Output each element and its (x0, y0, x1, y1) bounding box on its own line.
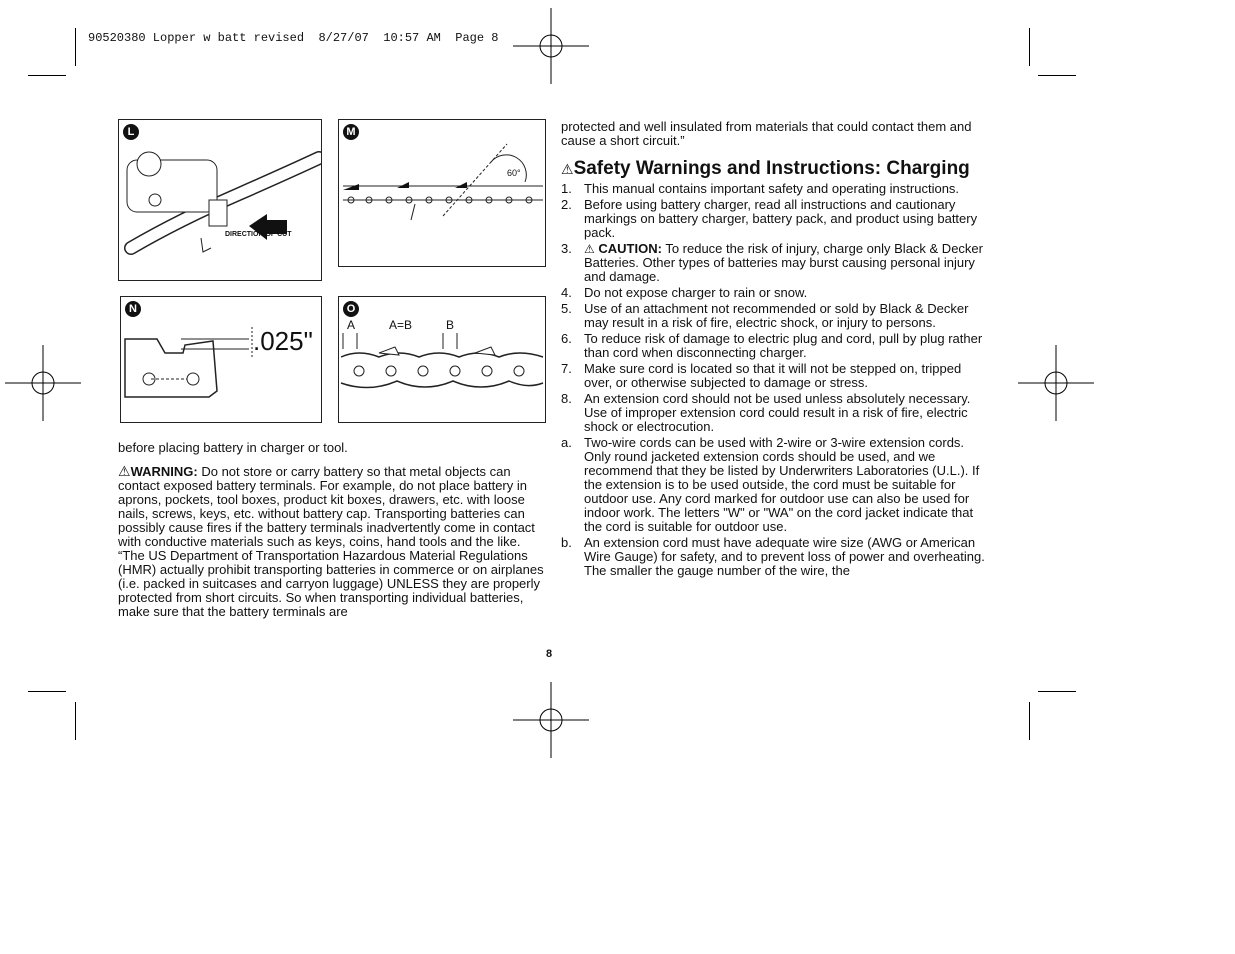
label-b: B (446, 318, 455, 332)
list-item (561, 242, 989, 284)
list-item (561, 182, 989, 196)
left-column (118, 441, 548, 619)
crop-mark (75, 702, 76, 740)
gauge-measurement: .025" (253, 326, 313, 356)
label-equation: A=B (389, 318, 413, 332)
warning-triangle-icon: ⚠ (561, 161, 574, 177)
warning-text: Do not store or carry battery so that metal objects can contact exposed battery terminals. For example, do not place battery in aprons, pockets, tool boxes, product kit boxes, drawers, etc. with loose nails, screws, keys, etc. without battery cap. Transporting batteries can possibly cause fires if the battery terminals inadvertently come in contact with conductive materials such as keys, coins, hand tools and the like. “The US Department of Transportation Hazardous Material Regulations (HMR) actually prohibit transporting batteries in commerce or on airplanes (i.e. packed in suitcases and carryon luggage) UNLESS they are properly protected from short circuits. So when transporting individual batteries, make sure that the battery terminals are (118, 464, 544, 619)
chain-angle-illustration-icon (339, 120, 545, 266)
figure-badge: L (123, 124, 139, 140)
right-column (561, 120, 989, 580)
list-item (561, 392, 989, 434)
crop-mark (1038, 691, 1076, 692)
registration-mark-icon (513, 8, 589, 84)
item-text: Use of an attachment not recommended or sold by Black & Decker may result in a risk of fire, electric shock, or injury to persons. (584, 301, 969, 330)
list-item (561, 302, 989, 330)
chain-cutter-illustration-icon (339, 297, 545, 422)
figure-badge: M (343, 124, 359, 140)
list-item (561, 436, 989, 534)
depth-gauge-illustration-icon (121, 297, 321, 422)
item-number: 5. (561, 301, 572, 316)
figure-m (338, 119, 546, 267)
crop-mark (28, 75, 66, 76)
warning-label: WARNING: (130, 464, 198, 479)
crop-mark (1029, 702, 1030, 740)
item-number: b. (561, 535, 572, 550)
instruction-list (561, 182, 989, 578)
paragraph: before placing battery in charger or tool. (118, 440, 348, 455)
crop-mark (1029, 28, 1030, 66)
caution-label: CAUTION: (598, 241, 662, 256)
list-item (561, 286, 989, 300)
item-text: An extension cord should not be used unless absolutely necessary. Use of improper extension cord could result in a risk of fire, electric shock or electrocution. (584, 391, 971, 434)
crop-mark (75, 28, 76, 66)
crop-mark (1038, 75, 1076, 76)
warning-triangle-icon: ⚠ (584, 242, 595, 256)
lopper-illustration-icon (119, 120, 321, 280)
figure-l (118, 119, 322, 281)
item-number: 3. (561, 241, 572, 256)
section-heading (561, 160, 989, 178)
item-text: This manual contains important safety and operating instructions. (584, 181, 960, 196)
heading-text: Safety Warnings and Instructions: Charging (573, 158, 970, 179)
page-number: 8 (546, 648, 553, 660)
item-text: Make sure cord is located so that it will not be stepped on, tripped over, or otherwise subjected to damage or stress. (584, 361, 962, 390)
item-text: Two-wire cords can be used with 2-wire or 3-wire extension cords. Only round jacketed extension cords should be used, and we recommend that they be listed by Underwriters Laboratories (U.L.). If the extension is to be used outside, the cord must be suitable for outdoor use. Any cord marked for outdoor use can also be used for indoor work. The letters "W" or "WA" on the cord jacket indicate that the cord is suitable for outdoor use. (584, 435, 980, 534)
printer-slug: 90520380 Lopper w batt revised 8/27/07 10:57 AM Page 8 (88, 31, 499, 45)
warning-triangle-icon: ⚠ (118, 463, 131, 479)
item-text: To reduce risk of damage to electric plug and cord, pull by plug rather than cord when disconnecting charger. (584, 331, 983, 360)
registration-mark-icon (5, 345, 81, 421)
label-a: A (347, 318, 356, 332)
figure-badge: O (343, 301, 359, 317)
registration-mark-icon (513, 682, 589, 758)
item-number: 2. (561, 197, 572, 212)
crop-mark (28, 691, 66, 692)
item-text: Before using battery charger, read all instructions and cautionary markings on battery charger, battery pack, and product using battery pack. (584, 197, 978, 240)
registration-mark-icon (1018, 345, 1094, 421)
list-item (561, 198, 989, 240)
direction-of-cut-caption: DIRECTION OF CUT (225, 231, 292, 238)
list-item (561, 536, 989, 578)
item-text: An extension cord must have adequate wire size (AWG or American Wire Gauge) for safety, and to prevent loss of power and overheating. The smaller the gauge number of the wire, the (584, 535, 985, 578)
item-number: 8. (561, 391, 572, 406)
item-text: To reduce the risk of injury, charge only Black & Decker Batteries. Other types of batteries may burst causing personal injury and damage. (584, 241, 983, 284)
item-text: Do not expose charger to rain or snow. (584, 285, 808, 300)
figure-n (120, 296, 322, 423)
warning-paragraph (118, 464, 548, 619)
paragraph: protected and well insulated from materials that could contact them and cause a short circuit.” (561, 119, 972, 148)
figure-badge: N (125, 301, 141, 317)
item-number: 4. (561, 285, 572, 300)
item-number: 6. (561, 331, 572, 346)
item-number: 1. (561, 181, 572, 196)
angle-label: 60° (507, 168, 521, 178)
item-number: 7. (561, 361, 572, 376)
figure-o (338, 296, 546, 423)
list-item (561, 332, 989, 360)
list-item (561, 362, 989, 390)
item-number: a. (561, 435, 572, 450)
